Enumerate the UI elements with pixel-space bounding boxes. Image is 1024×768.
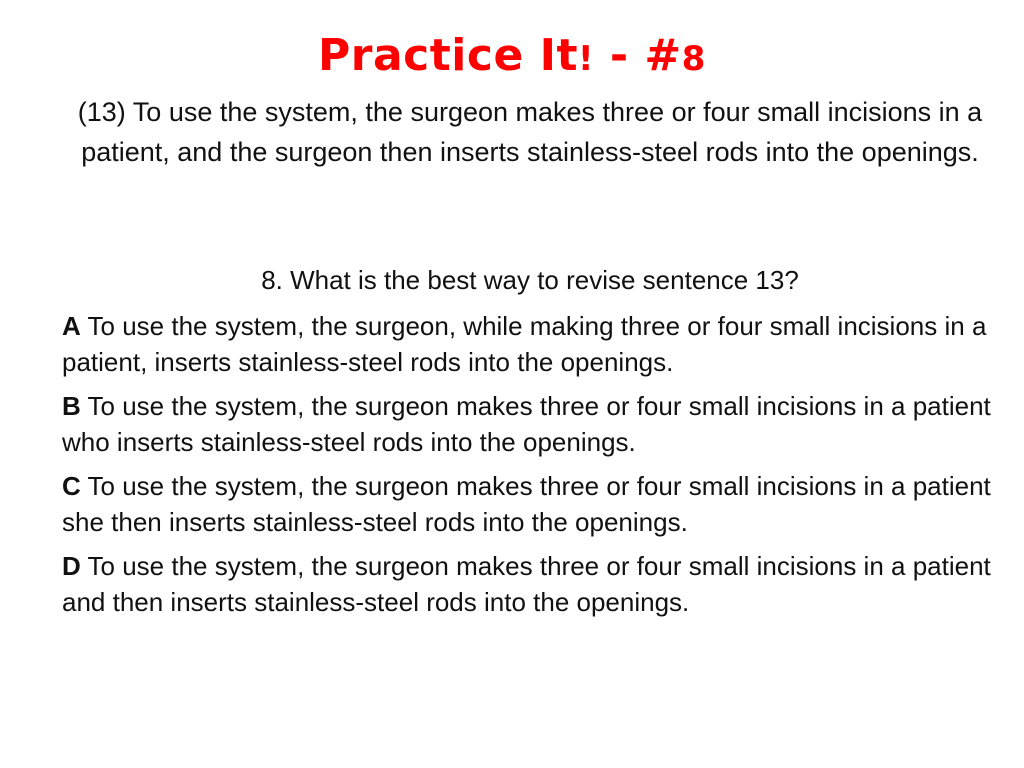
title-number: 8 (681, 39, 706, 79)
answer-options (62, 308, 992, 628)
option-c (62, 468, 992, 540)
option-text: To use the system, the surgeon makes three or four small incisions in a patient who inserts stainless-steel rods into the openings. (62, 391, 991, 457)
option-letter: A (62, 311, 81, 341)
title-dash: - # (594, 30, 682, 81)
option-letter: C (62, 471, 81, 501)
option-text: To use the system, the surgeon makes three or four small incisions in a patient she then inserts stainless-steel rods into the openings. (62, 471, 991, 537)
option-letter: D (62, 551, 81, 581)
option-text: To use the system, the surgeon, while making three or four small incisions in a patient, inserts stainless-steel rods into the openings. (62, 311, 987, 377)
option-b (62, 388, 992, 460)
option-d (62, 548, 992, 620)
option-letter: B (62, 391, 81, 421)
option-text: To use the system, the surgeon makes three or four small incisions in a patient and then inserts stainless-steel rods into the openings. (62, 551, 991, 617)
question-8: 8. What is the best way to revise sentence 13? (261, 265, 799, 295)
option-a (62, 308, 992, 380)
slide-title (0, 30, 1024, 85)
title-exclamation: ! (578, 39, 595, 79)
sentence-13: (13) To use the system, the surgeon makes three or four small incisions in a patient, and the surgeon then inserts stainless-steel rods into the openings. (77, 97, 983, 167)
title-main: Practice It (318, 30, 579, 81)
